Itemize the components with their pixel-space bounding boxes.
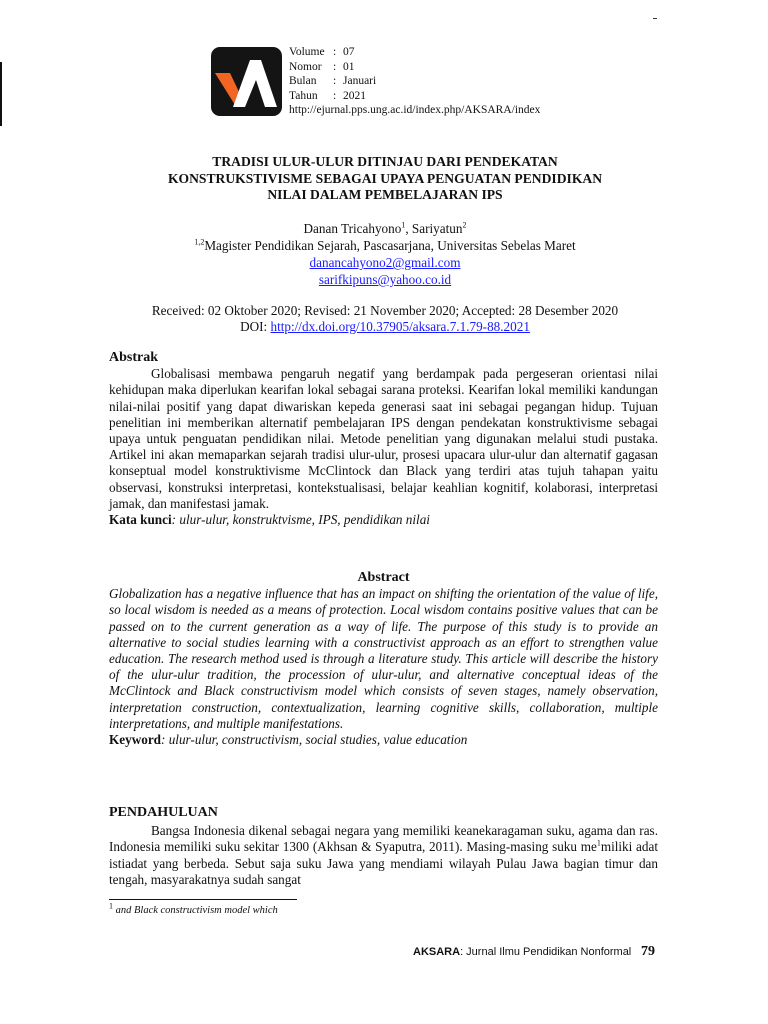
abstrak-section — [109, 350, 658, 528]
meta-nomor: Nomor : 01 — [289, 60, 355, 73]
abstract-keywords: Keyword: ulur-ulur, constructivism, social studies, value education — [109, 732, 468, 748]
pendahuluan-section — [109, 805, 658, 888]
journal-metadata — [289, 45, 540, 118]
affiliation: $^{1,2}$Magister Pendidikan Sejarah, Pascasarjana, Universitas Sebelas Maret — [194, 237, 576, 253]
abstrak-keywords: Kata kunci: ulur-ulur, konstruktvisme, IPS, pendidikan nilai — [109, 512, 430, 528]
margin-bar — [0, 62, 2, 126]
abstract-section — [109, 570, 658, 748]
author-line: Danan Tricahyono$^1$, Sariyatun$^2$ — [303, 220, 467, 236]
received-dates: Received: 02 Oktober 2020; Revised: 21 November 2020; Accepted: 28 Desember 2020 — [151, 303, 619, 318]
doi-line: DOI: http://dx.doi.org/10.37905/aksara.7.1.79-88.2021 — [240, 319, 530, 334]
pendahuluan-heading: PENDAHULUAN — [109, 805, 218, 820]
page-number: 79 — [641, 944, 655, 959]
paper-title — [80, 154, 690, 204]
abstract-heading: Abstract — [357, 570, 410, 585]
author-name: Sariyatun — [411, 221, 463, 236]
footnote: $^1$ and Black constructivism model which — [109, 901, 278, 916]
email-line — [80, 272, 690, 289]
footnote-ref: 1 — [596, 839, 601, 849]
email-line — [80, 255, 690, 272]
journal-logo — [211, 47, 282, 116]
email-link[interactable]: sarifkipuns@yahoo.co.id — [318, 272, 452, 287]
title-line: NILAI DALAM PEMBELAJARAN IPS — [267, 187, 503, 202]
journal-url: http://ejurnal.pps.ung.ac.id/index.php/AKSARA/index — [289, 104, 541, 116]
corner-mark — [653, 18, 657, 19]
email-link[interactable]: danancahyono2@gmail.com — [309, 255, 461, 270]
footnote-rule — [109, 899, 297, 900]
meta-tahun: Tahun : 2021 — [289, 89, 366, 102]
abstrak-text: Globalisasi membawa pengaruh negatif yang berdampak pada pergeseran orientasi nilai kehidupan maka diperlukan kearifan lokal sebagai sarana proteksi. Kearifan lokal memiliki kandungan nilai-nilai positif yang dapat diwariskan kepeda generasi saat ini sebagai pegangan hidup. Tujuan penelitian ini memberikan alternatif pembelajaran IPS dengan pendekatan konstruktivisme sebagai upaya untuk penguatan pendidikan nilai. Metode penelitian yang digunakan melalui studi pustaka. Artikel ini akan memaparkan sejarah tradisi ulur-ulur, prosesi upacara ulur-ulur dan alternatif gagasan konseptual model konstruktivisme McClintock dan Black yang terdiri atas tujuh tahapan yaitu observasi, konstruksi interpretasi, kontekstualisasi, belajar keahlian kognitif, kolaborasi, interpretasi jamak, dan manifestasi jamak. — [109, 366, 658, 511]
title-line: TRADISI ULUR-ULUR DITINJAU DARI PENDEKATAN — [212, 154, 558, 169]
logo-a-icon — [211, 47, 282, 116]
meta-volume: Volume : 07 — [289, 46, 355, 58]
abstract-text: Globalization has a negative influence that has an impact on shifting the orientation of the value of life, so local wisdom is needed as a means of protection. Local wisdom contains positive values that can be passed on to the current generation as a way of life. The purpose of this study is to provide an alternative to social studies learning with a constructivist approach as an effort to strengthen value education. The research method used is through a literature study. This article will describe the history of the ulur-ulur tradition, the procession of ulur-ulur, and alternative conceptual ideas of the McClintock and Black constructivism model which consists of seven stages, namely observation, interpretation construction, contextualization, learning cognitive skills, collaboration, multiple interpretations, and multiple manifestations. — [109, 586, 658, 731]
meta-bulan: Bulan : Januari — [289, 75, 377, 87]
abstrak-heading: Abstrak — [109, 350, 159, 365]
author-name: Danan Tricahyono — [303, 221, 402, 236]
pendahuluan-text: Bangsa Indonesia dikenal sebagai negara yang memiliki keanekaragaman suku, agama dan ras. Indonesia memiliki suku sekitar 1300 (Akhsan & Syaputra, 2011). Masing-masing suku $me^1miliki$ adat istiadat yang berbeda. Sebut saja suku Jawa yang mendiami wilayah Pulau Jawa bagian timur dan tengah, masyarakatnya sudah sangat — [109, 823, 658, 887]
journal-footer: AKSARA: Jurnal Ilmu Pendidikan Nonformal — [413, 946, 632, 958]
title-line: KONSTRUKSTIVISME SEBAGAI UPAYA PENGUATAN PENDIDIKAN — [167, 170, 603, 186]
doi-link[interactable]: http://dx.doi.org/10.37905/aksara.7.1.79-88.2021 — [270, 319, 530, 334]
